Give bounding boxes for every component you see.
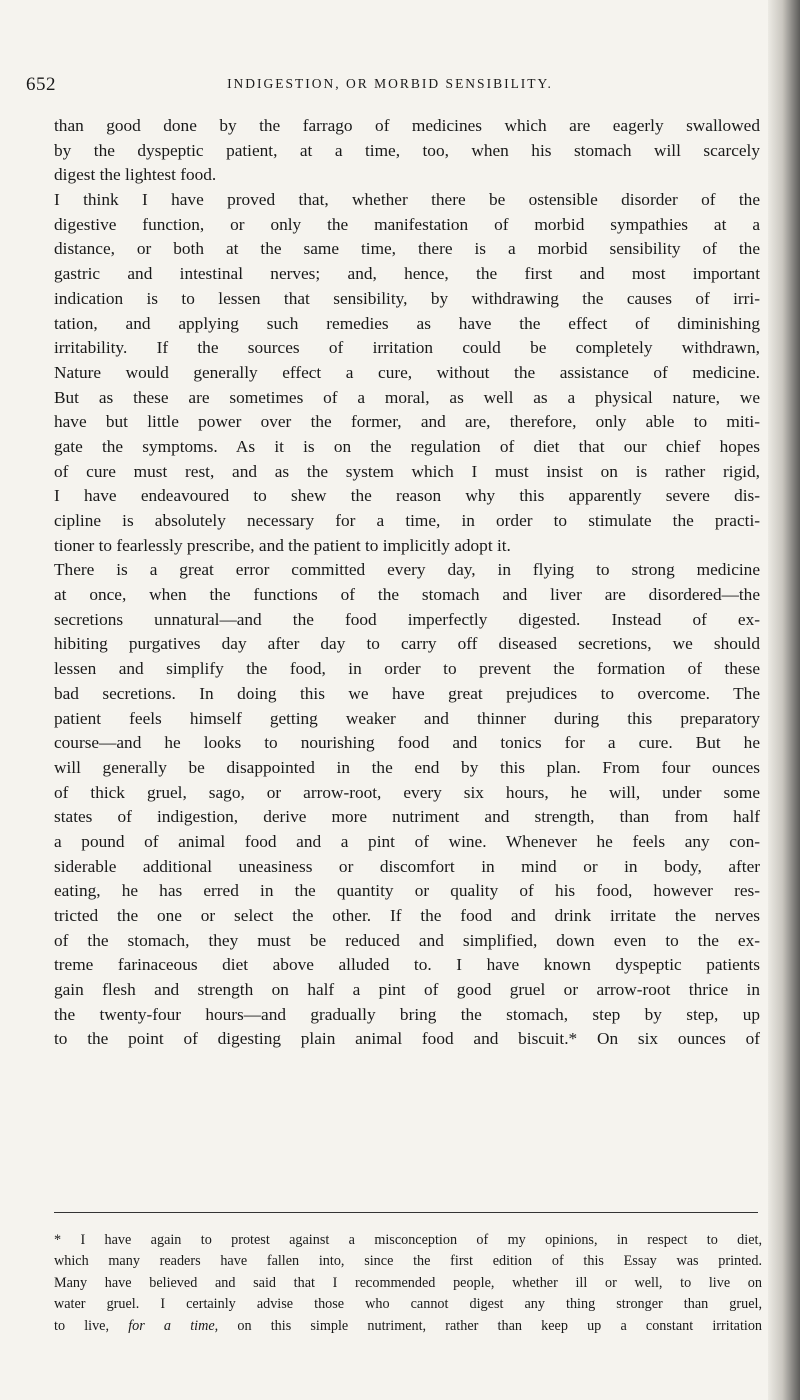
text-line: a pound of animal food and a pint of wine. Whenever he feels any con-	[54, 831, 760, 851]
text-line: of the stomach, they must be reduced and simplified, down even to the ex-	[54, 930, 760, 950]
footnote-line: * I have again to protest against a misconception of my opinions, in respect to diet,	[54, 1232, 762, 1248]
text-line: irritability. If the sources of irritation could be completely withdrawn,	[54, 338, 760, 358]
footnote-text: on this simple nutriment, rather than keep up a constant irritation	[218, 1317, 763, 1334]
page-number: 652	[26, 74, 56, 95]
text-line: states of indigestion, derive more nutriment and strength, than from half	[54, 807, 760, 827]
text-line: eating, he has erred in the quantity or quality of his food, however res-	[54, 881, 760, 901]
footnote-line: which many readers have fallen into, since the first edition of this Essay was printed.	[54, 1253, 762, 1270]
text-line: hibiting purgatives day after day to carry off diseased secretions, we should	[54, 634, 760, 654]
footnote-emphasis: for a time,	[128, 1317, 219, 1334]
text-line: at once, when the functions of the stomach and liver are disordered—the	[54, 585, 760, 605]
footnote-text: to live,	[54, 1317, 129, 1334]
text-line: the twenty-four hours—and gradually bring the stomach, step by step, up	[54, 1004, 760, 1024]
text-line: than good done by the farrago of medicines which are eagerly swallowed	[54, 116, 760, 135]
text-line: I think I have proved that, whether there be ostensible disorder of the	[54, 190, 760, 210]
text-line: gain flesh and strength on half a pint of good gruel or arrow-root thrice in	[54, 980, 760, 1000]
text-line: I have endeavoured to shew the reason why this apparently severe dis-	[54, 486, 760, 506]
text-line: bad secretions. In doing this we have great prejudices to overcome. The	[54, 683, 760, 703]
text-line: digest the lightest food.	[54, 165, 217, 185]
text-line: gate the symptoms. As it is on the regulation of diet that our chief hopes	[54, 436, 760, 456]
text-line: secretions unnatural—and the food imperfectly digested. Instead of ex-	[54, 609, 760, 629]
text-line: of thick gruel, sago, or arrow-root, every six hours, he will, under some	[54, 782, 760, 802]
running-head: INDIGESTION, OR MORBID SENSIBILITY.	[227, 76, 553, 91]
text-line: of cure must rest, and as the system which I must insist on is rather rigid,	[54, 461, 760, 481]
text-line: will generally be disappointed in the end by this plan. From four ounces	[54, 757, 760, 777]
text-line: siderable additional uneasiness or discomfort in mind or in body, after	[54, 856, 760, 876]
text-line: to the point of digesting plain animal food and biscuit.* On six ounces of	[54, 1029, 760, 1049]
text-line: have but little power over the former, and are, therefore, only able to miti-	[54, 412, 760, 432]
page-gutter-shadow	[768, 0, 800, 1400]
text-line: distance, or both at the same time, there is a morbid sensibility of the	[54, 239, 760, 259]
text-line: Nature would generally effect a cure, without the assistance of medicine.	[54, 362, 760, 382]
footnote-divider	[54, 1212, 758, 1213]
text-line: patient feels himself getting weaker and thinner during this preparatory	[54, 708, 760, 728]
text-line: by the dyspeptic patient, at a time, too, when his stomach will scarcely	[54, 140, 760, 160]
footnote-line: water gruel. I certainly advise those who cannot digest any thing stronger than gruel,	[54, 1296, 762, 1313]
text-line: tation, and applying such remedies as have the effect of diminishing	[54, 313, 760, 333]
text-line: tioner to fearlessly prescribe, and the patient to implicitly adopt it.	[54, 535, 511, 555]
text-line: digestive function, or only the manifestation of morbid sympathies at a	[54, 214, 760, 234]
text-line: gastric and intestinal nerves; and, hence, the first and most important	[54, 264, 760, 284]
footnote	[54, 1230, 762, 1337]
text-line: There is a great error committed every day, in flying to strong medicine	[54, 560, 760, 580]
text-line: course—and he looks to nourishing food and tonics for a cure. But he	[54, 733, 760, 753]
body-text	[54, 114, 760, 1052]
text-line: tricted the one or select the other. If the food and drink irritate the nerves	[54, 906, 760, 925]
page-header	[26, 74, 754, 98]
text-line: treme farinaceous diet above alluded to. I have known dyspeptic patients	[54, 955, 760, 975]
text-line: But as these are sometimes of a moral, as well as a physical nature, we	[54, 387, 760, 407]
footnote-line	[54, 1316, 762, 1337]
text-line: indication is to lessen that sensibility, by withdrawing the causes of irri-	[54, 288, 760, 308]
text-line: lessen and simplify the food, in order to prevent the formation of these	[54, 659, 760, 679]
text-line: cipline is absolutely necessary for a time, in order to stimulate the practi-	[54, 511, 760, 530]
footnote-line: Many have believed and said that I recommended people, whether ill or well, to live on	[54, 1274, 762, 1291]
